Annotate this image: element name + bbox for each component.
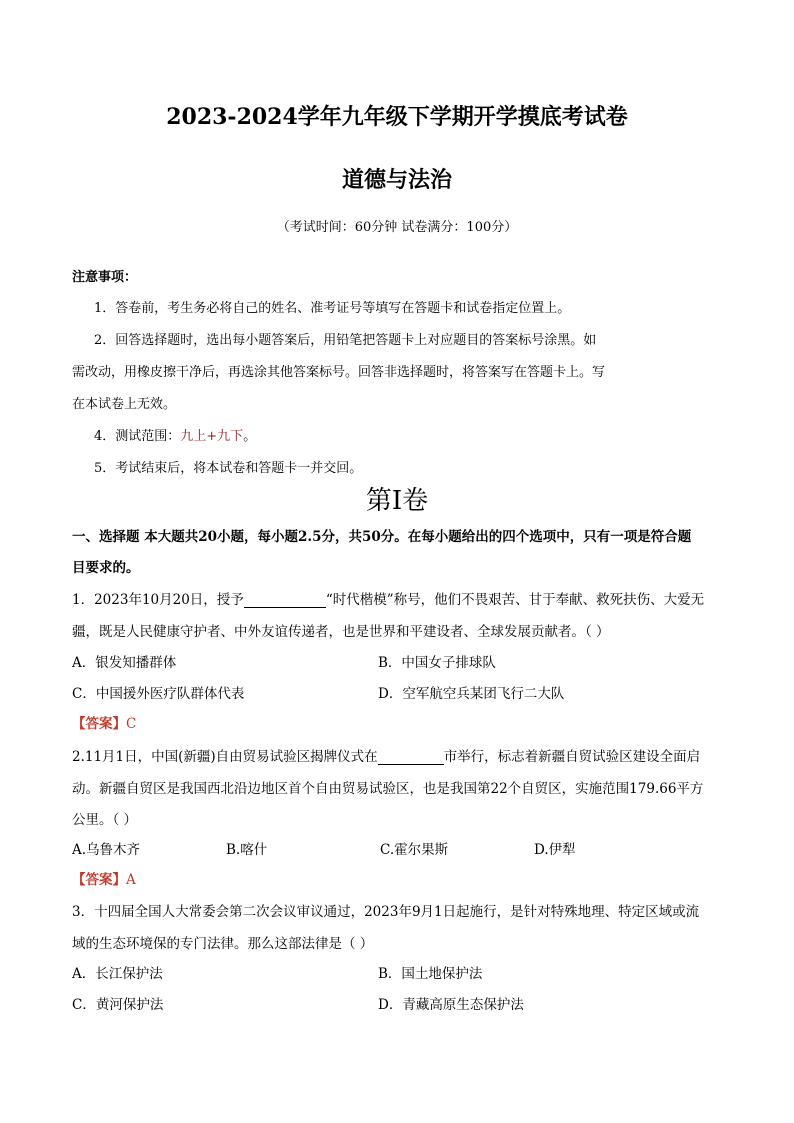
option-c[interactable]: C．黄河保护法 <box>72 997 164 1013</box>
subject-title: 道德与法治 <box>341 167 452 193</box>
option-c[interactable]: C．中国援外医疗队群体代表 <box>72 686 245 702</box>
question-3-stem: 3．十四届全国人大常委会第二次会议审议通过，2023年9月1日起施行，是针对特殊地理、特定区域或流 <box>72 904 700 920</box>
exam-title: 2023-2024学年九年级下学期开学摸底考试卷 <box>166 104 628 130</box>
answer-blank <box>378 750 444 765</box>
question-1-stem: 疆，既是人民健康守护者、中外友谊传递者，也是世界和平建设者、全球发展贡献者。（ ） <box>72 624 610 640</box>
answer-value: C <box>126 716 137 732</box>
question-1-text: “时代楷模”称号，他们不畏艰苦、甘于奉献、救死扶伤、大爱无 <box>325 592 705 608</box>
notice-item: 1．答卷前，考生务必将自己的姓名、准考证号等填写在答题卡和试卷指定位置上。 <box>94 301 571 316</box>
question-2-stem: 公里。（ ） <box>72 812 138 828</box>
notice-item: 2．回答选择题时，选出每小题答案后，用铅笔把答题卡上对应题目的答案标号涂黑。如 <box>94 333 597 348</box>
section-instruction: 一、选择题 本大题共20小题，每小题2.5分，共50分。在每小题给出的四个选项中，只有一项是符合题 <box>72 529 692 545</box>
question-3-stem: 域的生态环境保的专门法律。那么这部法律是（ ） <box>72 936 374 952</box>
section-title: 第Ⅰ卷 <box>365 486 429 516</box>
answer-label: 【答案】 <box>72 872 126 888</box>
option-b[interactable]: B.喀什 <box>226 842 268 858</box>
question-2-answer <box>72 868 136 888</box>
option-a[interactable]: A．长江保护法 <box>72 966 163 982</box>
section-instruction: 目要求的。 <box>72 560 140 576</box>
option-c[interactable]: C.霍尔果斯 <box>380 842 449 858</box>
option-d[interactable]: D.伊犁 <box>534 842 576 858</box>
exam-info: （考试时间：60分钟 试卷满分：100分） <box>276 220 518 235</box>
question-2-stem <box>72 745 700 765</box>
option-b[interactable]: B．中国女子排球队 <box>378 655 496 671</box>
notice-item: 在本试卷上无效。 <box>72 397 177 412</box>
answer-blank <box>244 593 326 608</box>
option-b[interactable]: B．国土地保护法 <box>378 966 483 982</box>
question-1-stem <box>72 588 704 608</box>
scope-label: 4．测试范围： <box>94 429 181 444</box>
question-1-text: 1．2023年10月20日，授予 <box>72 592 244 608</box>
question-1-answer <box>72 712 136 732</box>
option-d[interactable]: D．青藏高原生态保护法 <box>378 997 524 1013</box>
answer-label: 【答案】 <box>72 716 126 732</box>
notice-item-scope <box>94 425 256 444</box>
notice-item: 需改动，用橡皮擦干净后，再选涂其他答案标号。回答非选择题时，将答案写在答题卡上。写 <box>72 365 606 380</box>
scope-value: 九上+九下 <box>180 429 244 444</box>
option-d[interactable]: D．空军航空兵某团飞行二大队 <box>378 686 565 702</box>
scope-end: 。 <box>243 429 257 444</box>
option-a[interactable]: A．银发知播群体 <box>72 655 177 671</box>
question-2-stem: 动。新疆自贸区是我国西北沿边地区首个自由贸易试验区，也是我国第22个自贸区，实施范围179.66平方 <box>72 781 704 797</box>
option-a[interactable]: A.乌鲁木齐 <box>72 842 141 858</box>
answer-value: A <box>126 872 136 888</box>
question-2-text: 2.11月1日，中国(新疆)自由贸易试验区揭牌仪式在 <box>72 749 378 765</box>
question-2-text: 市举行，标志着新疆自贸试验区建设全面启 <box>443 749 701 765</box>
notice-heading: 注意事项： <box>72 270 138 285</box>
notice-item: 5．考试结束后，将本试卷和答题卡一并交回。 <box>94 461 363 476</box>
